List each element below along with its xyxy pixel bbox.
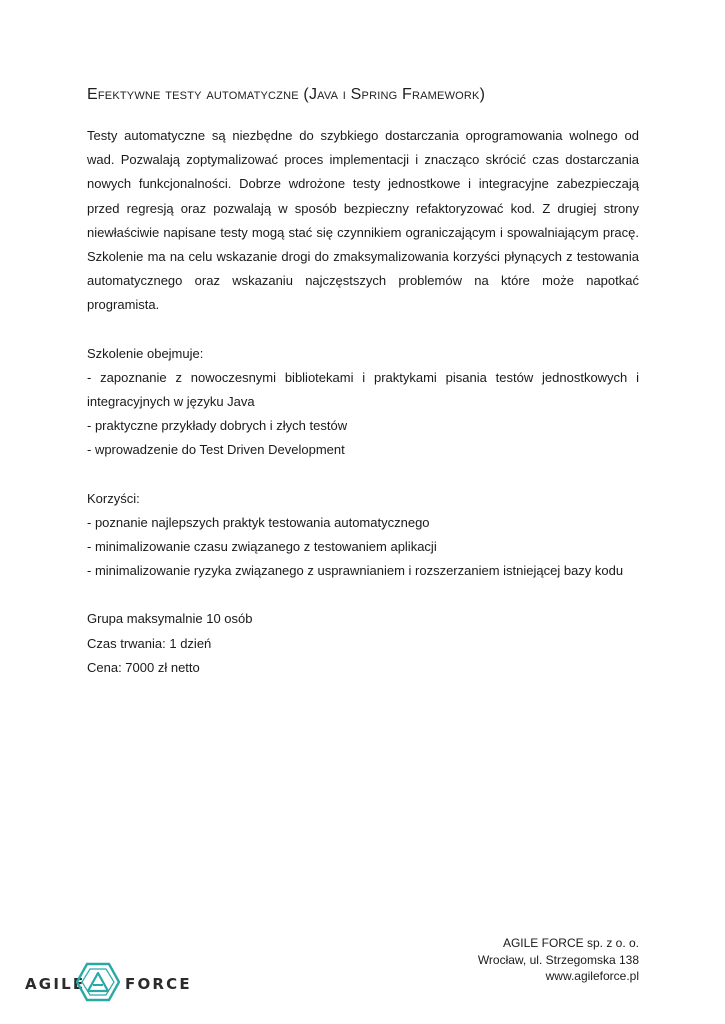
company-logo bbox=[25, 962, 192, 1006]
intro-paragraph: Testy automatyczne są niezbędne do szybkiego dostarczania oprogramowania wolnego od wad. Pozwalają zoptymalizować proces implementacji i znacząco skrócić czas dostarczania nowych funkcjonalności. Dobrze wdrożone testy jednostkowe i integracyjne zabezpieczają przed regresją oraz pozwalają w sposób bezpieczny refaktoryzować kod. Z drugiej strony niewłaściwie napisane testy mogą stać się czynnikiem ograniczającym i spowalniającym pracę. Szkolenie ma na celu wskazanie drogi do zmaksymalizowania korzyści płynących z testowania automatycznego oraz wskazaniu najczęstszych problemów na które może napotkać programista. bbox=[87, 128, 639, 313]
benefits-item: - minimalizowanie czasu związanego z testowaniem aplikacji bbox=[87, 539, 437, 555]
benefits-item: - minimalizowanie ryzyka związanego z usprawnianiem i rozszerzaniem istniejącej bazy kodu bbox=[87, 563, 624, 579]
duration: Czas trwania: 1 dzień bbox=[87, 635, 212, 651]
benefits-item: - poznanie najlepszych praktyk testowania automatycznego bbox=[87, 514, 430, 530]
details-section bbox=[87, 607, 639, 680]
scope-item: - zapoznanie z nowoczesnymi bibliotekami i praktykami pisania testów jednostkowych i integracyjnych w języku Java bbox=[87, 369, 639, 410]
company-name: AGILE FORCE sp. z o. o. bbox=[502, 936, 639, 950]
logo-word-agile: AGILE bbox=[25, 975, 86, 993]
hexagon-logo-icon bbox=[76, 962, 120, 1002]
scope-section bbox=[87, 342, 639, 463]
group-size: Grupa maksymalnie 10 osób bbox=[87, 611, 253, 627]
scope-item: - wprowadzenie do Test Driven Development bbox=[87, 442, 345, 458]
benefits-section bbox=[87, 487, 639, 584]
company-address: Wrocław, ul. Strzegomska 138 bbox=[477, 952, 639, 967]
logo-word-force: FORCE bbox=[125, 975, 192, 993]
footer-address bbox=[478, 935, 639, 985]
scope-heading: Szkolenie obejmuje: bbox=[87, 345, 204, 361]
company-website: www.agileforce.pl bbox=[545, 969, 639, 983]
document-body bbox=[87, 124, 639, 680]
document-title: Efektywne testy automatyczne (Java i Spring Framework) bbox=[87, 86, 486, 103]
scope-item: - praktyczne przykłady dobrych i złych testów bbox=[87, 418, 348, 434]
benefits-heading: Korzyści: bbox=[87, 490, 140, 506]
price: Cena: 7000 zł netto bbox=[87, 659, 200, 675]
